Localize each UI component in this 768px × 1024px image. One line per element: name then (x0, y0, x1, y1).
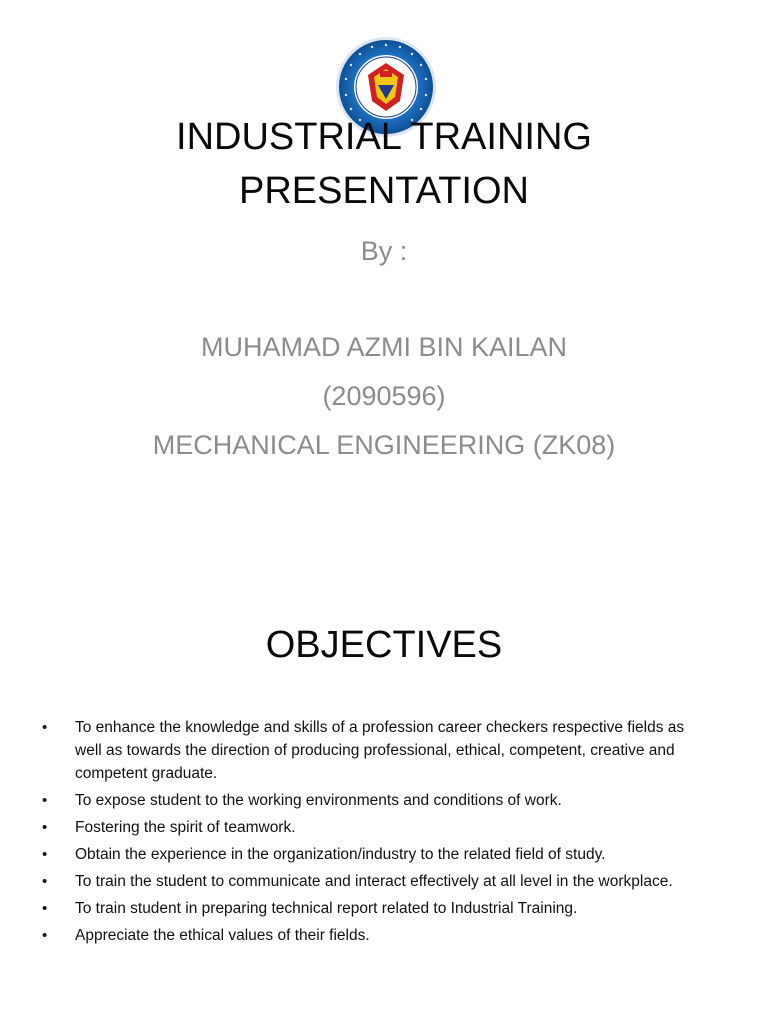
list-item (42, 789, 702, 812)
objective-text: Obtain the experience in the organization/industry to the related field of study. (75, 846, 606, 863)
objective-text: To train student in preparing technical report related to Industrial Training. (75, 900, 578, 917)
objective-text: Fostering the spirit of teamwork. (75, 819, 296, 836)
objectives-title: OBJECTIVES (265, 624, 503, 666)
bullet-icon: • (42, 792, 48, 809)
list-item (42, 924, 702, 947)
bullet-icon: • (42, 846, 48, 863)
presenter-name: MUHAMAD AZMI BIN KAILAN (200, 332, 568, 362)
list-item (42, 843, 702, 866)
objective-text: Appreciate the ethical values of their fields. (75, 927, 370, 944)
list-item (42, 816, 702, 839)
presentation-title (0, 110, 768, 218)
objective-text: To enhance the knowledge and skills of a profession career checkers respective fields as well as towards the direction of producing professional, ethical, competent, creative and competent graduate. (75, 719, 685, 782)
objective-text: To expose student to the working environments and conditions of work. (75, 792, 562, 809)
bullet-icon: • (42, 719, 48, 736)
objective-text: To train the student to communicate and interact effectively at all level in the workplace. (75, 873, 673, 890)
student-id: (2090596) (322, 381, 446, 411)
objectives-list (42, 716, 702, 951)
bullet-icon: • (42, 819, 48, 836)
title-line-2: PRESENTATION (239, 170, 529, 212)
by-label: By : (360, 236, 408, 266)
bullet-icon: • (42, 900, 48, 917)
list-item (42, 897, 702, 920)
title-line-1: INDUSTRIAL TRAINING (176, 116, 592, 158)
list-item (42, 870, 702, 893)
objectives-slide (0, 512, 768, 1024)
bullet-icon: • (42, 873, 48, 890)
list-item (42, 716, 702, 785)
department: MECHANICAL ENGINEERING (ZK08) (152, 430, 616, 460)
bullet-icon: • (42, 927, 48, 944)
